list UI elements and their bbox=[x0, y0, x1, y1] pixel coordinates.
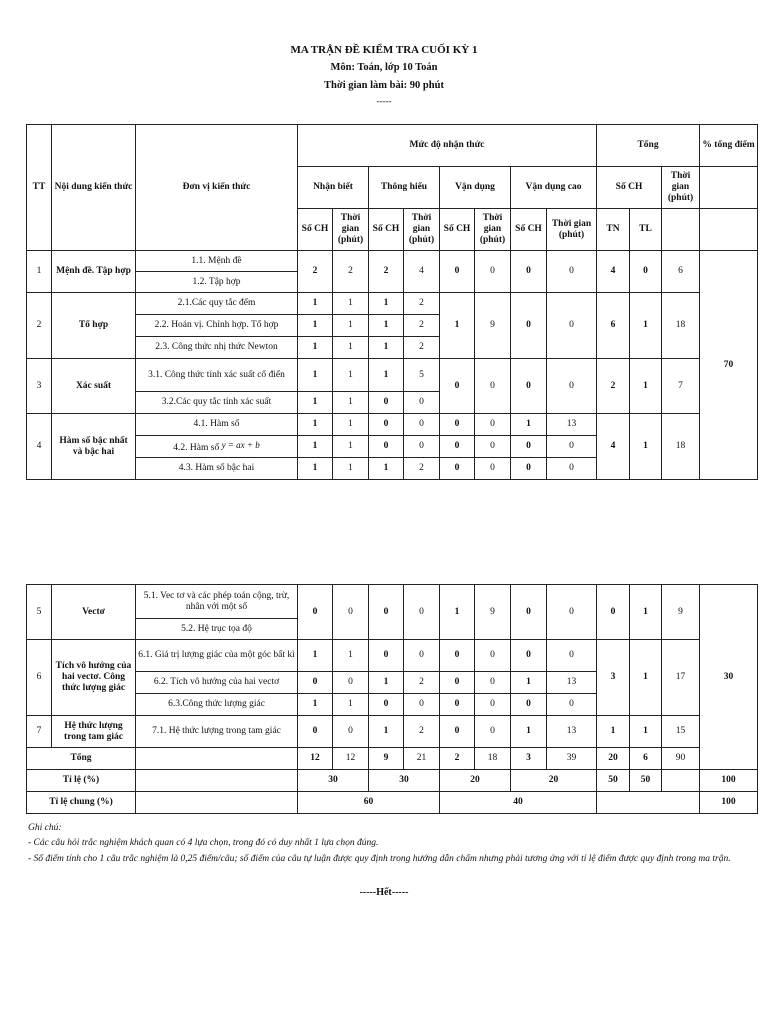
value-cell: 0 bbox=[333, 585, 369, 640]
topic-cell: Xác suất bbox=[52, 359, 136, 414]
value-cell: 0 bbox=[369, 694, 404, 716]
unit-cell: 6.3.Công thức lượng giác bbox=[136, 694, 298, 716]
value-cell: 1 bbox=[298, 359, 333, 392]
note-2: - Số điểm tính cho 1 câu trắc nghiệm là 0,25 điểm/câu; số điểm của câu tự luận được quy định trong hướng dẫn chấm nhưng phải tương ứng với tỉ lệ điểm được quy định trong ma trận. bbox=[28, 853, 731, 864]
value-cell: 6 bbox=[662, 251, 700, 293]
value-cell: 0 bbox=[597, 585, 630, 640]
col-tn: TN bbox=[597, 209, 630, 251]
col-tt: TT bbox=[27, 125, 52, 251]
unit-cell: 1.1. Mệnh đề bbox=[136, 251, 298, 272]
time-line: Thời gian làm bài: 90 phút bbox=[324, 80, 444, 91]
value-cell: 1 bbox=[298, 392, 333, 414]
value-cell: 0 bbox=[404, 392, 440, 414]
row-tt: 3 bbox=[27, 359, 52, 414]
sum-cell: 2 bbox=[440, 748, 475, 770]
value-cell: 15 bbox=[662, 716, 700, 748]
value-cell: 1 bbox=[333, 315, 369, 337]
empty-cell bbox=[136, 792, 298, 814]
notes-title: Ghi chú: bbox=[28, 823, 62, 833]
col-pct: % tổng điểm bbox=[700, 125, 758, 167]
value-cell: 0 bbox=[333, 672, 369, 694]
value-cell: 1 bbox=[440, 585, 475, 640]
value-cell: 0 bbox=[547, 694, 597, 716]
value-cell: 0 bbox=[630, 251, 662, 293]
unit-cell: 4.1. Hàm số bbox=[136, 414, 298, 436]
col-total-soch: Số CH bbox=[597, 167, 662, 209]
value-cell: 1 bbox=[298, 694, 333, 716]
value-cell: 0 bbox=[475, 716, 511, 748]
row-tt: 4 bbox=[27, 414, 52, 480]
unit-cell: 3.1. Công thức tính xác suất cổ điển bbox=[136, 359, 298, 392]
value-cell: 5 bbox=[404, 359, 440, 392]
col-th: Thông hiểu bbox=[369, 167, 440, 209]
col-total-time: Thời gian (phút) bbox=[662, 167, 700, 209]
value-cell: 0 bbox=[333, 716, 369, 748]
value-cell: 2 bbox=[369, 251, 404, 293]
col-time: Thời gian (phút) bbox=[333, 209, 369, 251]
empty-cell bbox=[700, 209, 758, 251]
sum-label: Tổng bbox=[27, 748, 136, 770]
value-cell: 2 bbox=[404, 716, 440, 748]
value-cell: 0 bbox=[475, 694, 511, 716]
value-cell: 1 bbox=[630, 716, 662, 748]
unit-cell: 6.2. Tích vô hướng của hai vectơ bbox=[136, 672, 298, 694]
value-cell: 0 bbox=[511, 694, 547, 716]
value-cell: 0 bbox=[440, 640, 475, 672]
value-cell: 0 bbox=[475, 672, 511, 694]
col-tl: TL bbox=[630, 209, 662, 251]
value-cell: 1 bbox=[298, 458, 333, 480]
value-cell: 0 bbox=[404, 414, 440, 436]
value-cell: 0 bbox=[298, 672, 333, 694]
row-tt: 6 bbox=[27, 640, 52, 716]
value-cell: 0 bbox=[475, 414, 511, 436]
value-cell: 1 bbox=[630, 640, 662, 716]
unit-cell: 2.3. Công thức nhị thức Newton bbox=[136, 337, 298, 359]
ratio-cell: 50 bbox=[597, 770, 630, 792]
general-cell: 40 bbox=[440, 792, 597, 814]
value-cell: 0 bbox=[475, 640, 511, 672]
value-cell: 2 bbox=[404, 293, 440, 315]
value-cell: 0 bbox=[547, 359, 597, 414]
value-cell: 1 bbox=[630, 414, 662, 480]
value-cell: 0 bbox=[511, 458, 547, 480]
col-vdc: Vận dụng cao bbox=[511, 167, 597, 209]
value-cell: 0 bbox=[298, 716, 333, 748]
value-cell: 0 bbox=[298, 585, 333, 640]
value-cell: 0 bbox=[475, 359, 511, 414]
value-cell: 0 bbox=[440, 359, 475, 414]
topic-cell: Mệnh đề. Tập hợp bbox=[52, 251, 136, 293]
value-cell: 0 bbox=[511, 359, 547, 414]
value-cell: 0 bbox=[547, 640, 597, 672]
value-cell: 2 bbox=[404, 672, 440, 694]
value-cell: 6 bbox=[597, 293, 630, 359]
value-cell: 0 bbox=[475, 251, 511, 293]
value-cell: 2 bbox=[333, 251, 369, 293]
value-cell: 13 bbox=[547, 716, 597, 748]
ratio-cell: 50 bbox=[630, 770, 662, 792]
value-cell: 1 bbox=[511, 716, 547, 748]
sum-cell: 6 bbox=[630, 748, 662, 770]
value-cell: 0 bbox=[440, 716, 475, 748]
unit-cell bbox=[136, 436, 298, 458]
value-cell: 1 bbox=[630, 359, 662, 414]
row-tt: 2 bbox=[27, 293, 52, 359]
value-cell: 1 bbox=[298, 293, 333, 315]
topic-cell: Vectơ bbox=[52, 585, 136, 640]
value-cell: 0 bbox=[404, 585, 440, 640]
unit-cell: 5.2. Hệ trục tọa độ bbox=[136, 619, 298, 640]
value-cell: 18 bbox=[662, 293, 700, 359]
sum-cell: 90 bbox=[662, 748, 700, 770]
value-cell: 4 bbox=[597, 414, 630, 480]
ratio-cell: 30 bbox=[369, 770, 440, 792]
header-separator: ----- bbox=[376, 96, 392, 106]
col-time: Thời gian (phút) bbox=[404, 209, 440, 251]
ratio-cell: 20 bbox=[440, 770, 511, 792]
value-cell: 1 bbox=[369, 716, 404, 748]
sum-cell: 20 bbox=[597, 748, 630, 770]
value-cell: 0 bbox=[475, 458, 511, 480]
pct-cell: 70 bbox=[700, 251, 758, 480]
unit-label: 4.2. Hàm số bbox=[173, 442, 220, 453]
value-cell: 1 bbox=[369, 293, 404, 315]
value-cell: 1 bbox=[630, 293, 662, 359]
sum-cell: 39 bbox=[547, 748, 597, 770]
value-cell: 1 bbox=[298, 640, 333, 672]
end-marker: -----Hết----- bbox=[359, 887, 409, 898]
sum-cell: 18 bbox=[475, 748, 511, 770]
value-cell: 0 bbox=[440, 436, 475, 458]
value-cell: 1 bbox=[333, 640, 369, 672]
value-cell: 1 bbox=[511, 414, 547, 436]
value-cell: 2 bbox=[404, 315, 440, 337]
sum-cell: 12 bbox=[298, 748, 333, 770]
topic-cell: Hàm số bậc nhất và bậc hai bbox=[52, 414, 136, 480]
value-cell: 9 bbox=[475, 293, 511, 359]
topic-cell: Tích vô hướng của hai vectơ. Công thức lượng giác bbox=[52, 640, 136, 716]
value-cell: 4 bbox=[404, 251, 440, 293]
subject-line: Môn: Toán, lớp 10 Toán bbox=[330, 62, 438, 73]
col-total: Tổng bbox=[597, 125, 700, 167]
value-cell: 0 bbox=[369, 640, 404, 672]
unit-cell: 3.2.Các quy tắc tính xác suất bbox=[136, 392, 298, 414]
value-cell: 0 bbox=[404, 640, 440, 672]
general-label: Tỉ lệ chung (%) bbox=[27, 792, 136, 814]
value-cell: 2 bbox=[404, 458, 440, 480]
value-cell: 0 bbox=[511, 436, 547, 458]
unit-cell: 1.2. Tập hợp bbox=[136, 272, 298, 293]
sum-cell: 9 bbox=[369, 748, 404, 770]
col-soch: Số CH bbox=[298, 209, 333, 251]
col-nb: Nhận biết bbox=[298, 167, 369, 209]
ratio-cell: 30 bbox=[298, 770, 369, 792]
value-cell: 0 bbox=[369, 392, 404, 414]
value-cell: 1 bbox=[597, 716, 630, 748]
value-cell: 2 bbox=[597, 359, 630, 414]
value-cell: 0 bbox=[404, 694, 440, 716]
empty-cell bbox=[597, 792, 700, 814]
value-cell: 0 bbox=[511, 251, 547, 293]
value-cell: 1 bbox=[369, 672, 404, 694]
value-cell: 13 bbox=[547, 672, 597, 694]
topic-cell: Hệ thức lượng trong tam giác bbox=[52, 716, 136, 748]
sum-cell: 21 bbox=[404, 748, 440, 770]
value-cell: 1 bbox=[333, 414, 369, 436]
value-cell: 2 bbox=[404, 337, 440, 359]
note-1: - Các câu hỏi trắc nghiệm khách quan có 4 lựa chọn, trong đó có duy nhất 1 lựa chọn đúng. bbox=[28, 838, 379, 849]
value-cell: 1 bbox=[369, 315, 404, 337]
row-tt: 1 bbox=[27, 251, 52, 293]
empty-cell bbox=[700, 167, 758, 209]
value-cell: 0 bbox=[440, 251, 475, 293]
unit-cell: 5.1. Vec tơ và các phép toán cộng, trừ, nhân với một số bbox=[136, 585, 298, 619]
value-cell: 3 bbox=[597, 640, 630, 716]
value-cell: 9 bbox=[662, 585, 700, 640]
value-cell: 0 bbox=[547, 251, 597, 293]
value-cell: 1 bbox=[511, 672, 547, 694]
col-unit: Đơn vị kiến thức bbox=[136, 125, 298, 251]
matrix-table-part1 bbox=[26, 124, 758, 480]
value-cell: 1 bbox=[333, 359, 369, 392]
col-vd: Vận dụng bbox=[440, 167, 511, 209]
empty-cell bbox=[662, 770, 700, 792]
value-cell: 1 bbox=[333, 293, 369, 315]
col-soch: Số CH bbox=[511, 209, 547, 251]
notes-section bbox=[28, 822, 743, 868]
value-cell: 13 bbox=[547, 414, 597, 436]
ratio-cell: 100 bbox=[700, 770, 758, 792]
value-cell: 0 bbox=[440, 458, 475, 480]
value-cell: 0 bbox=[547, 458, 597, 480]
unit-cell: 2.2. Hoán vị. Chỉnh hợp. Tổ hợp bbox=[136, 315, 298, 337]
value-cell: 0 bbox=[369, 585, 404, 640]
value-cell: 1 bbox=[333, 392, 369, 414]
row-tt: 5 bbox=[27, 585, 52, 640]
empty-cell bbox=[136, 748, 298, 770]
value-cell: 1 bbox=[298, 337, 333, 359]
value-cell: 1 bbox=[333, 337, 369, 359]
value-cell: 0 bbox=[547, 585, 597, 640]
unit-cell: 4.3. Hàm số bậc hai bbox=[136, 458, 298, 480]
value-cell: 1 bbox=[298, 436, 333, 458]
sum-cell: 12 bbox=[333, 748, 369, 770]
value-cell: 2 bbox=[298, 251, 333, 293]
value-cell: 0 bbox=[369, 414, 404, 436]
col-time: Thời gian (phút) bbox=[547, 209, 597, 251]
value-cell: 0 bbox=[369, 436, 404, 458]
value-cell: 0 bbox=[440, 414, 475, 436]
value-cell: 1 bbox=[369, 458, 404, 480]
col-content: Nội dung kiến thức bbox=[52, 125, 136, 251]
sum-cell: 3 bbox=[511, 748, 547, 770]
value-cell: 1 bbox=[333, 436, 369, 458]
value-cell: 0 bbox=[547, 436, 597, 458]
ratio-label: Tỉ lệ (%) bbox=[27, 770, 136, 792]
value-cell: 0 bbox=[475, 436, 511, 458]
value-cell: 9 bbox=[475, 585, 511, 640]
pct-cell: 30 bbox=[700, 585, 758, 770]
row-tt: 7 bbox=[27, 716, 52, 748]
col-soch: Số CH bbox=[369, 209, 404, 251]
value-cell: 18 bbox=[662, 414, 700, 480]
value-cell: 17 bbox=[662, 640, 700, 716]
empty-cell bbox=[136, 770, 298, 792]
value-cell: 0 bbox=[547, 293, 597, 359]
general-cell: 100 bbox=[700, 792, 758, 814]
ratio-cell: 20 bbox=[511, 770, 597, 792]
value-cell: 1 bbox=[440, 293, 475, 359]
value-cell: 0 bbox=[440, 672, 475, 694]
value-cell: 0 bbox=[440, 694, 475, 716]
unit-cell: 6.1. Giá trị lượng giác của một góc bất kì bbox=[136, 640, 298, 672]
col-levels: Mức độ nhận thức bbox=[298, 125, 597, 167]
value-cell: 0 bbox=[511, 640, 547, 672]
formula-y-ax-b: y = ax + b bbox=[221, 439, 260, 450]
value-cell: 1 bbox=[298, 315, 333, 337]
empty-cell bbox=[662, 209, 700, 251]
value-cell: 1 bbox=[333, 694, 369, 716]
value-cell: 0 bbox=[404, 436, 440, 458]
value-cell: 4 bbox=[597, 251, 630, 293]
value-cell: 1 bbox=[298, 414, 333, 436]
unit-cell: 2.1.Các quy tắc đếm bbox=[136, 293, 298, 315]
general-cell: 60 bbox=[298, 792, 440, 814]
value-cell: 0 bbox=[511, 585, 547, 640]
col-time: Thời gian (phút) bbox=[475, 209, 511, 251]
value-cell: 1 bbox=[369, 359, 404, 392]
unit-cell: 7.1. Hệ thức lượng trong tam giác bbox=[136, 716, 298, 748]
value-cell: 0 bbox=[511, 293, 547, 359]
value-cell: 1 bbox=[369, 337, 404, 359]
matrix-table-part2 bbox=[26, 584, 758, 814]
document-title: MA TRẬN ĐỀ KIỂM TRA CUỐI KỲ 1 bbox=[290, 44, 478, 56]
topic-cell: Tổ hợp bbox=[52, 293, 136, 359]
value-cell: 1 bbox=[630, 585, 662, 640]
value-cell: 1 bbox=[333, 458, 369, 480]
value-cell: 7 bbox=[662, 359, 700, 414]
col-soch: Số CH bbox=[440, 209, 475, 251]
